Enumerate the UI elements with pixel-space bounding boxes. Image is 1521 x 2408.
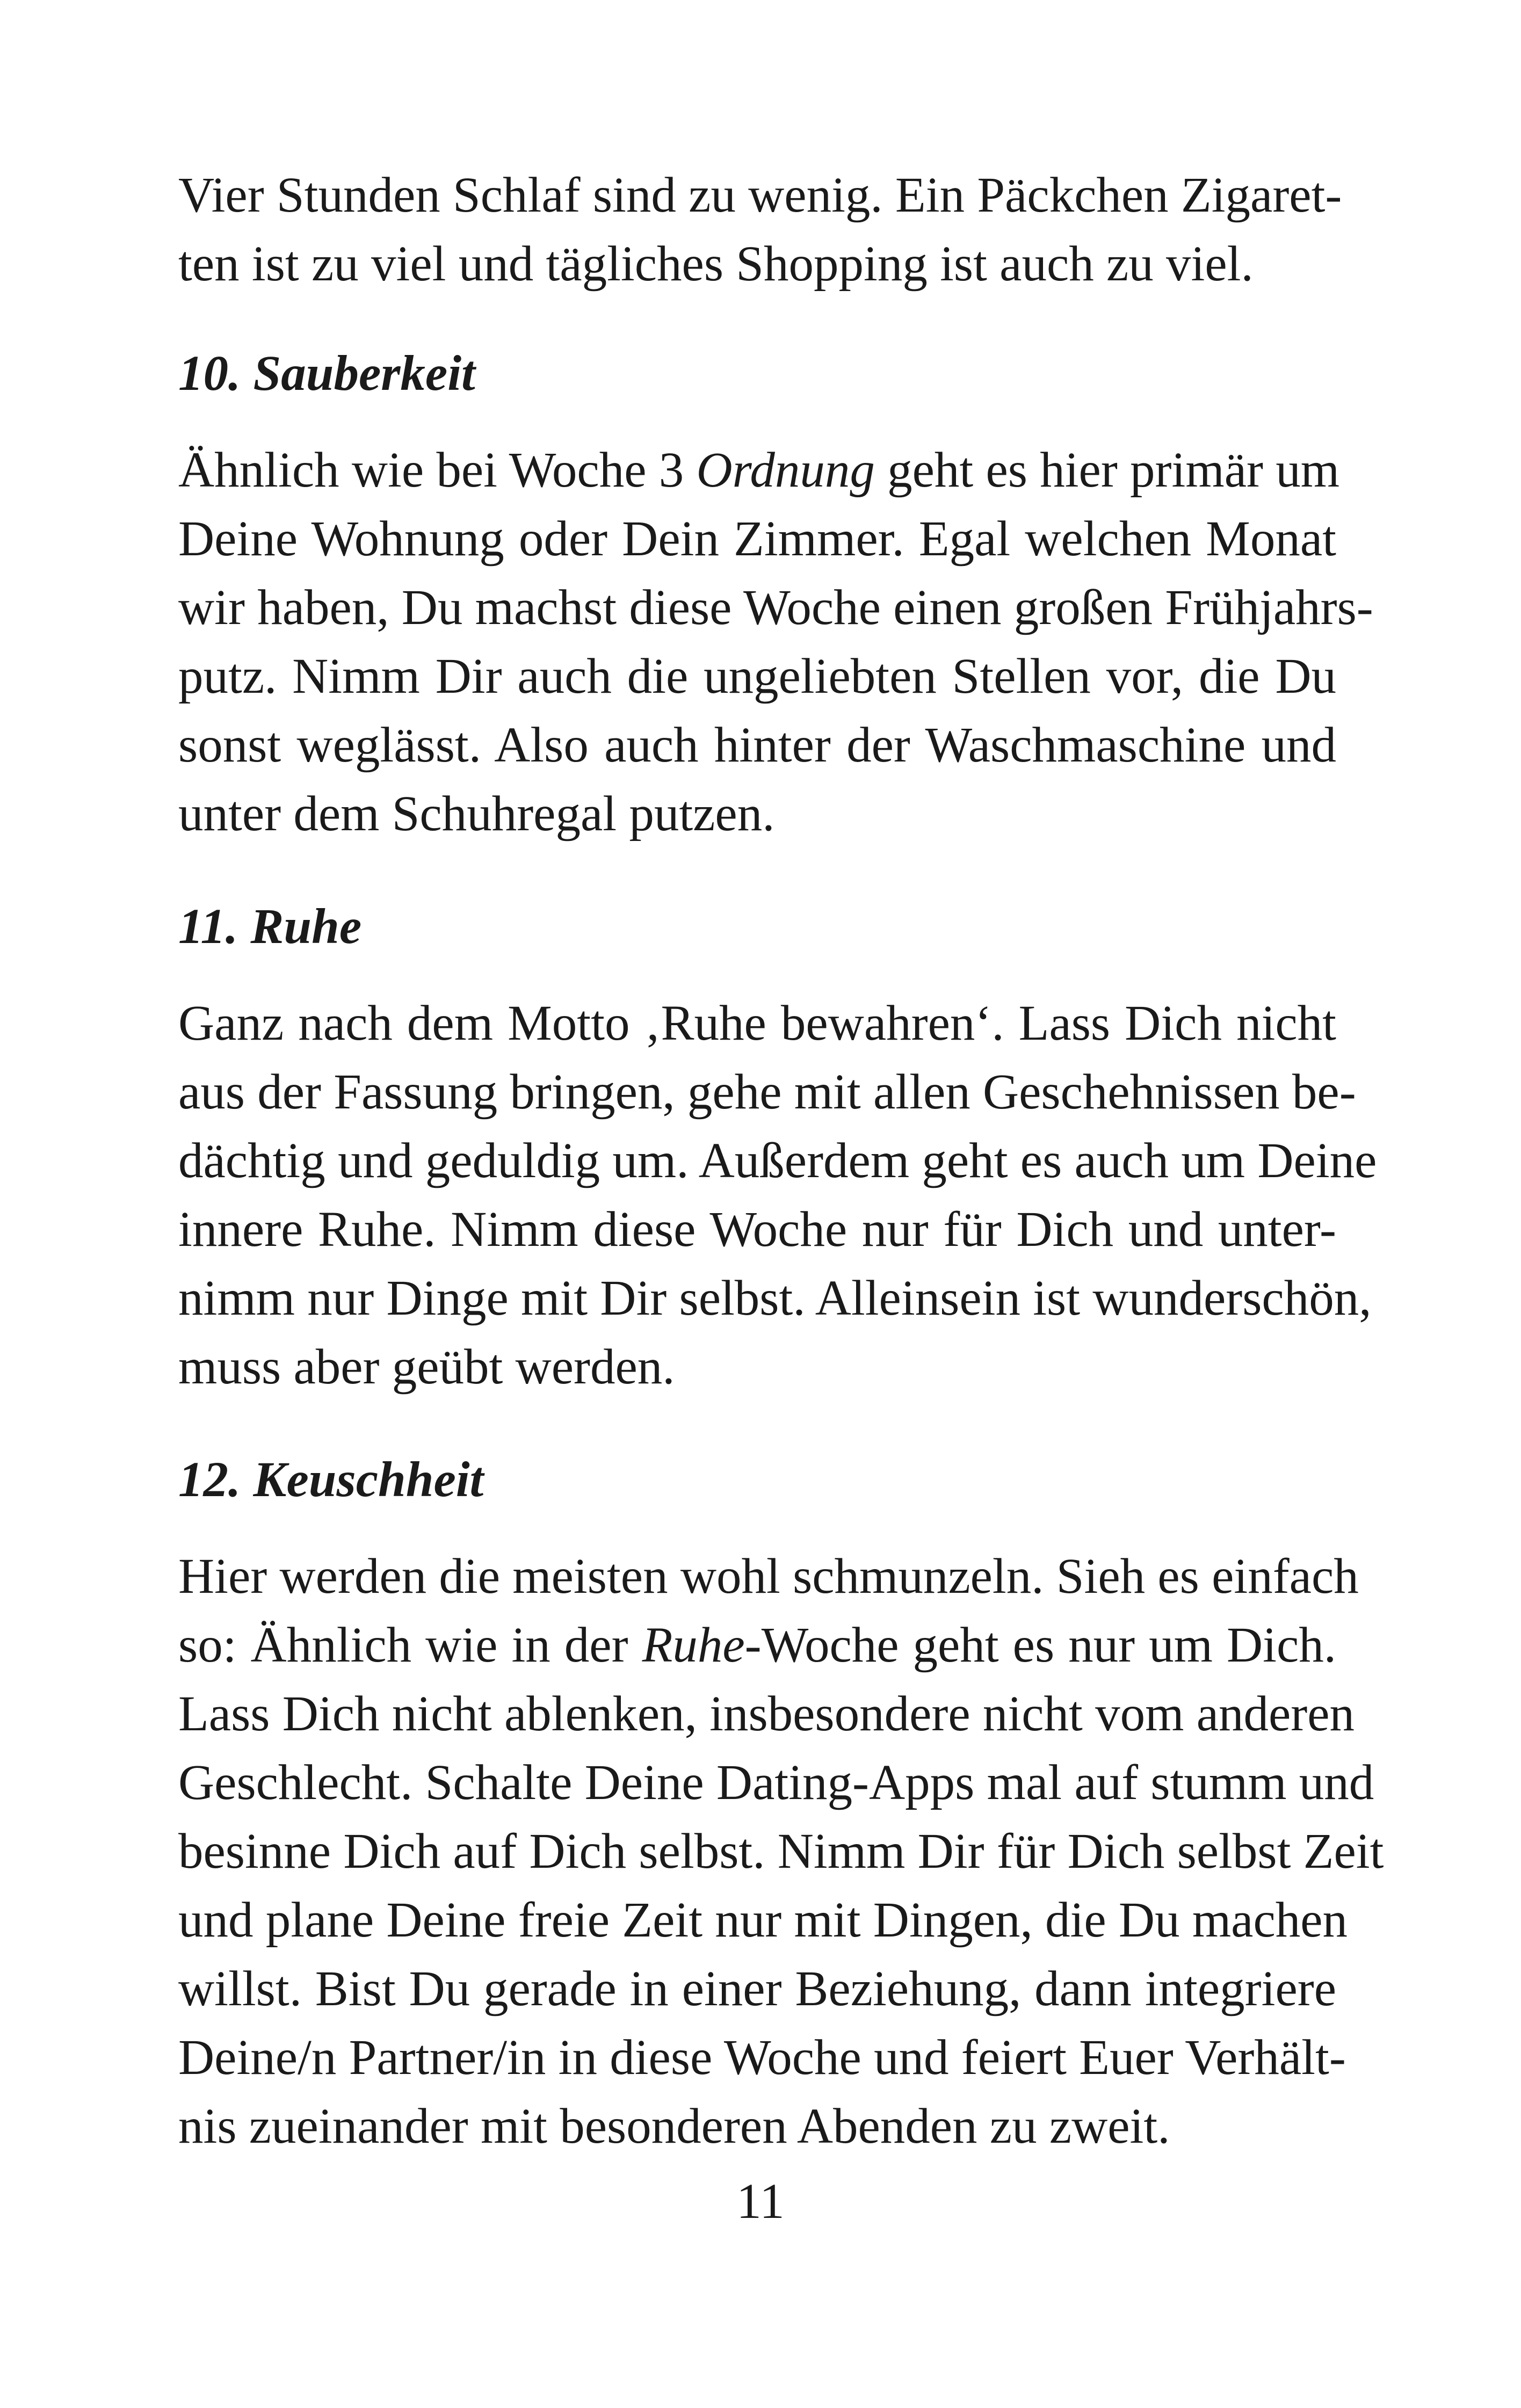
paragraph-line: aus der Fassung bringen, gehe mit allen Geschehnissen be- [178, 1064, 1356, 1120]
paragraph-line: putz. Nimm Dir auch die ungeliebten Stellen vor, die Du [178, 649, 1336, 704]
section-paragraph-keuschheit [178, 1542, 1384, 2161]
paragraph-line: dächtig und geduldig um. Außerdem geht es auch um Deine [178, 1133, 1377, 1188]
paragraph-line: sonst weglässt. Also auch hinter der Waschmaschine und [178, 717, 1336, 773]
section-paragraph-sauberkeit [178, 436, 1373, 848]
paragraph-line: innere Ruhe. Nimm diese Woche nur für Dich und unter- [178, 1202, 1336, 1257]
paragraph-line: nimm nur Dinge mit Dir selbst. Alleinsein ist wunderschön, [178, 1271, 1372, 1326]
paragraph-line: nis zueinander mit besonderen Abenden zu zweit. [178, 2099, 1170, 2154]
paragraph-line: Hier werden die meisten wohl schmunzeln. Sieh es einfach [178, 1549, 1359, 1604]
paragraph-line: wir haben, Du machst diese Woche einen großen Frühjahrs- [178, 580, 1373, 635]
text-run: geht es hier primär um [874, 443, 1340, 498]
paragraph-line: Ganz nach dem Motto ‚Ruhe bewahren‘. Lass Dich nicht [178, 996, 1336, 1051]
paragraph-line [178, 1611, 1336, 1680]
emphasis-ordnung: Ordnung [696, 443, 875, 498]
paragraph-line [178, 436, 1340, 505]
text-run: so: Ähnlich wie in der [178, 1618, 642, 1673]
emphasis-ruhe: Ruhe [642, 1618, 745, 1673]
paragraph-line: besinne Dich auf Dich selbst. Nimm Dir für Dich selbst Zeit [178, 1824, 1384, 1879]
section-heading-sauberkeit: 10. Sauberkeit [178, 346, 475, 401]
paragraph-line: unter dem Schuhregal putzen. [178, 786, 775, 842]
paragraph-line: Deine Wohnung oder Dein Zimmer. Egal welchen Monat [178, 511, 1336, 567]
paragraph-line: Geschlecht. Schalte Deine Dating-Apps mal auf stumm und [178, 1755, 1374, 1810]
text-run: Ähnlich wie bei Woche 3 [178, 443, 697, 498]
paragraph-line: Deine/n Partner/in in diese Woche und feiert Euer Verhält- [178, 2030, 1346, 2085]
section-heading-keuschheit: 12. Keuschheit [178, 1452, 484, 1507]
page-number: 11 [736, 2174, 785, 2229]
paragraph-line: und plane Deine freie Zeit nur mit Dingen, die Du machen [178, 1892, 1348, 1948]
intro-paragraph [178, 161, 1342, 299]
paragraph-line: ten ist zu viel und tägliches Shopping ist auch zu viel. [178, 236, 1254, 292]
paragraph-line: Vier Stunden Schlaf sind zu wenig. Ein Päckchen Zigaret- [178, 168, 1342, 223]
paragraph-line: Lass Dich nicht ablenken, insbesondere nicht vom anderen [178, 1686, 1355, 1742]
text-run: -Woche geht es nur um Dich. [744, 1618, 1337, 1673]
section-paragraph-ruhe [178, 989, 1377, 1402]
paragraph-line: muss aber geübt werden. [178, 1339, 675, 1395]
section-heading-ruhe: 11. Ruhe [178, 899, 362, 954]
paragraph-line: willst. Bist Du gerade in einer Beziehung, dann integriere [178, 1961, 1336, 2017]
